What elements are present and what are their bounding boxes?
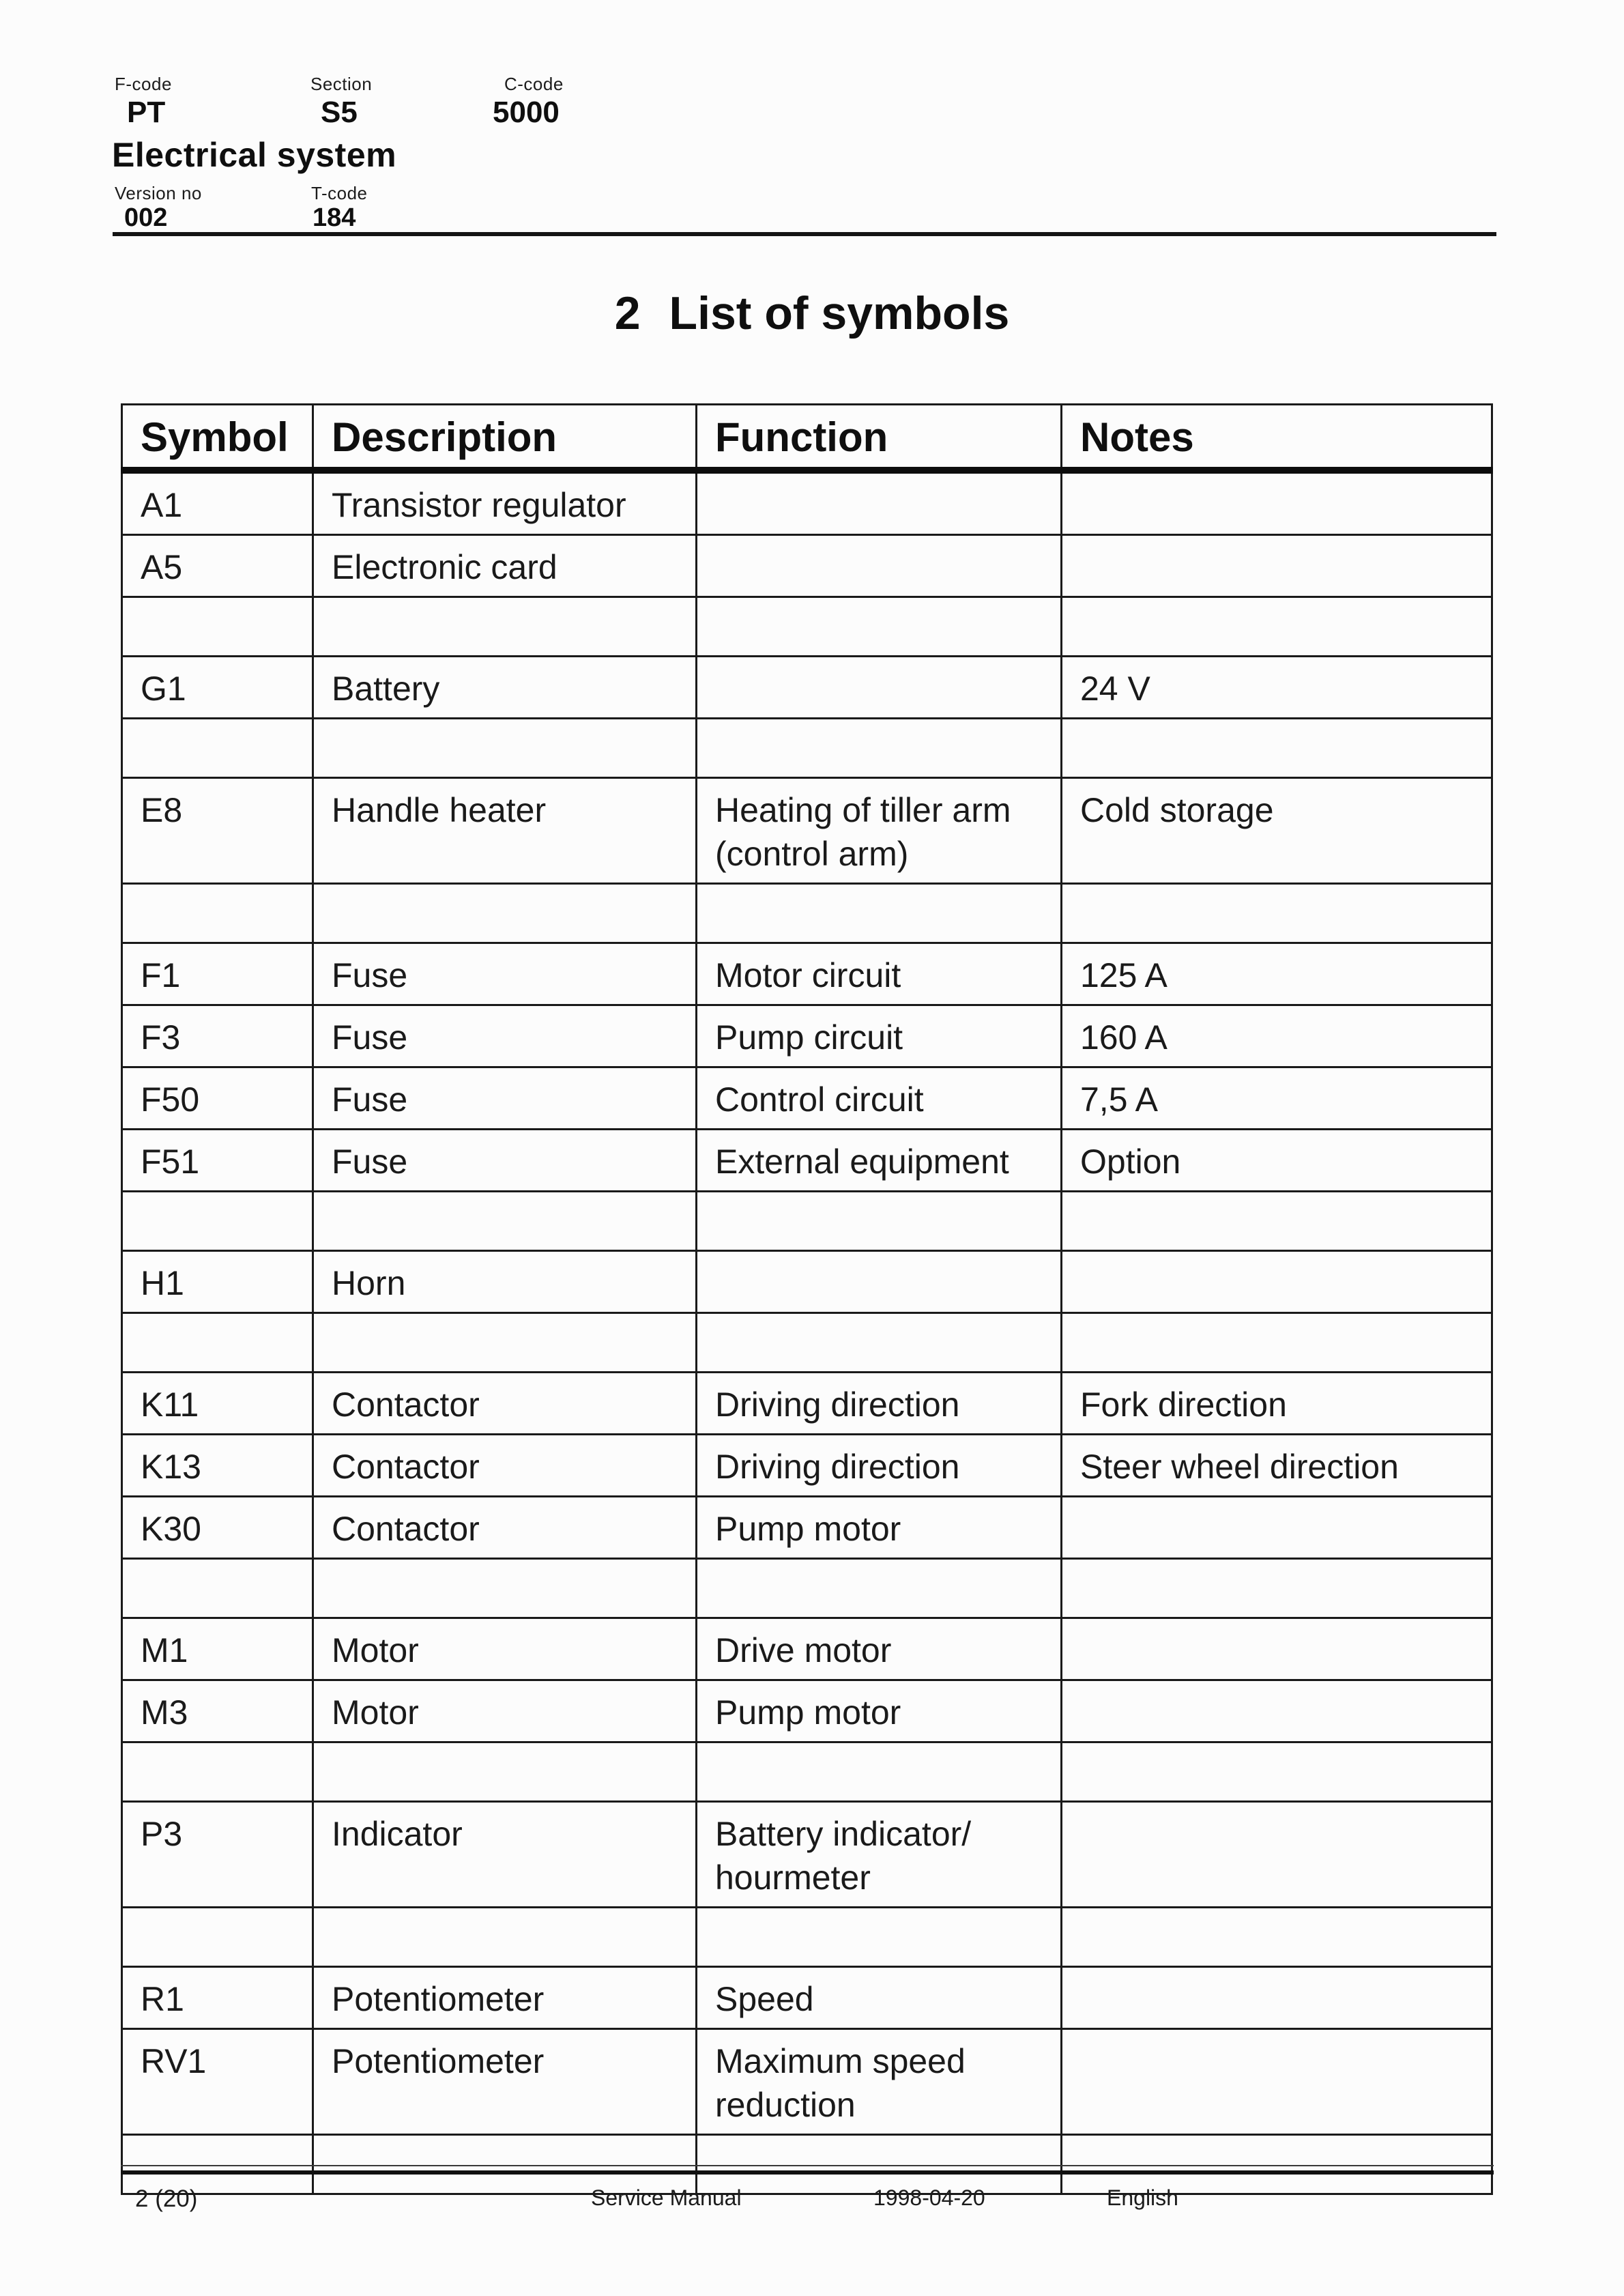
tcode-value: 184 [313,203,356,232]
cell-function: Battery indicator/ hourmeter [697,1802,1062,1908]
cell-description [313,1742,697,1802]
cell-description [313,1908,697,1967]
table-row [122,2029,1492,2135]
symbols-table [121,403,1493,2195]
cell-symbol [122,884,313,943]
table-row [122,1802,1492,1908]
cell-notes [1062,1802,1492,1908]
cell-function: Pump circuit [697,1005,1062,1067]
cell-function: Driving direction [697,1435,1062,1497]
cell-description: Fuse [313,1005,697,1067]
cell-function: Pump motor [697,1680,1062,1742]
cell-notes [1062,2029,1492,2135]
cell-notes [1062,1497,1492,1559]
cell-function: Pump motor [697,1497,1062,1559]
cell-symbol: F3 [122,1005,313,1067]
cell-description [313,884,697,943]
table-row [122,1967,1492,2029]
table-header-row [122,405,1492,471]
header-rule [113,232,1496,236]
cell-function [697,1313,1062,1373]
cell-function: Motor circuit [697,943,1062,1005]
footer-rule-thin [121,2165,1494,2166]
footer-page-number: 2 (20) [135,2185,198,2212]
table-row-empty [122,1742,1492,1802]
cell-symbol: H1 [122,1251,313,1313]
cell-notes [1062,597,1492,657]
cell-symbol: F51 [122,1130,313,1192]
table-row-empty [122,2135,1492,2194]
cell-symbol: RV1 [122,2029,313,2135]
table-row-empty [122,1908,1492,1967]
table-row [122,535,1492,597]
cell-notes [1062,1967,1492,2029]
section-label: Section [310,74,373,94]
cell-notes [1062,1313,1492,1373]
table-row [122,1251,1492,1313]
cell-symbol [122,1192,313,1251]
cell-function: Driving direction [697,1373,1062,1435]
cell-description: Contactor [313,1435,697,1497]
cell-symbol [122,1742,313,1802]
table-row-empty [122,1559,1492,1618]
cell-notes [1062,1742,1492,1802]
cell-function [697,470,1062,535]
cell-symbol: R1 [122,1967,313,2029]
cell-notes: Fork direction [1062,1373,1492,1435]
column-header-notes: Notes [1062,405,1492,471]
cell-description: Contactor [313,1497,697,1559]
cell-notes [1062,719,1492,778]
column-header-description: Description [313,405,697,471]
cell-function: Heating of tiller arm (control arm) [697,778,1062,884]
cell-function [697,1251,1062,1313]
cell-notes [1062,1618,1492,1680]
table-row-empty [122,884,1492,943]
cell-symbol: M3 [122,1680,313,1742]
cell-notes [1062,470,1492,535]
cell-notes: Option [1062,1130,1492,1192]
table-row [122,470,1492,535]
footer-date: 1998-04-20 [873,2185,985,2210]
version-label: Version no [115,183,202,203]
tcode-label: T-code [311,183,368,203]
cell-notes: 24 V [1062,657,1492,719]
page-title-text: List of symbols [669,287,1010,339]
page-title [0,287,1624,340]
ccode-value: 5000 [493,96,560,129]
table-row [122,1680,1492,1742]
section-value: S5 [321,96,358,129]
cell-symbol [122,1908,313,1967]
table-row [122,1618,1492,1680]
cell-notes: 160 A [1062,1005,1492,1067]
cell-description: Handle heater [313,778,697,884]
cell-notes: Steer wheel direction [1062,1435,1492,1497]
column-header-function: Function [697,405,1062,471]
cell-symbol: K13 [122,1435,313,1497]
cell-notes [1062,1680,1492,1742]
cell-description: Electronic card [313,535,697,597]
cell-function [697,657,1062,719]
cell-description: Fuse [313,1130,697,1192]
footer-rule-thick [121,2170,1494,2175]
cell-description [313,1559,697,1618]
footer-language: English [1107,2185,1178,2210]
cell-description: Motor [313,1618,697,1680]
table-row-empty [122,597,1492,657]
ccode-label: C-code [504,74,564,94]
table-row [122,657,1492,719]
table-row [122,778,1492,884]
fcode-label: F-code [115,74,172,94]
table-row [122,1435,1492,1497]
cell-function [697,597,1062,657]
cell-description: Transistor regulator [313,470,697,535]
cell-description [313,719,697,778]
table-row [122,1373,1492,1435]
table-row [122,943,1492,1005]
cell-description: Battery [313,657,697,719]
cell-function [697,719,1062,778]
cell-symbol: A5 [122,535,313,597]
table-row [122,1130,1492,1192]
cell-notes [1062,535,1492,597]
cell-function [697,1742,1062,1802]
table-row [122,1067,1492,1130]
cell-function: Drive motor [697,1618,1062,1680]
cell-description: Fuse [313,1067,697,1130]
cell-symbol: F50 [122,1067,313,1130]
cell-description [313,597,697,657]
table-row-empty [122,1192,1492,1251]
cell-description: Fuse [313,943,697,1005]
table-row [122,1497,1492,1559]
cell-function [697,535,1062,597]
cell-symbol: K11 [122,1373,313,1435]
cell-description: Potentiometer [313,1967,697,2029]
cell-notes: 7,5 A [1062,1067,1492,1130]
table-row [122,1005,1492,1067]
cell-symbol [122,719,313,778]
cell-symbol [122,597,313,657]
cell-symbol: F1 [122,943,313,1005]
cell-notes [1062,1192,1492,1251]
cell-notes [1062,1908,1492,1967]
cell-function [697,1192,1062,1251]
cell-symbol: A1 [122,470,313,535]
cell-function: Control circuit [697,1067,1062,1130]
cell-symbol: M1 [122,1618,313,1680]
version-value: 002 [124,203,168,232]
cell-notes [1062,1251,1492,1313]
footer-document-name: Service Manual [591,2185,742,2210]
cell-description: Contactor [313,1373,697,1435]
cell-symbol [122,1313,313,1373]
cell-notes: Cold storage [1062,778,1492,884]
cell-description [313,1192,697,1251]
cell-description: Motor [313,1680,697,1742]
cell-symbol [122,1559,313,1618]
cell-description: Horn [313,1251,697,1313]
page-title-number: 2 [614,287,641,339]
cell-symbol: K30 [122,1497,313,1559]
cell-description: Potentiometer [313,2029,697,2135]
cell-function [697,1908,1062,1967]
cell-function: Maximum speed reduction [697,2029,1062,2135]
cell-description [313,1313,697,1373]
cell-notes [1062,884,1492,943]
cell-function [697,884,1062,943]
cell-symbol: G1 [122,657,313,719]
cell-symbol: E8 [122,778,313,884]
cell-function: External equipment [697,1130,1062,1192]
cell-symbol: P3 [122,1802,313,1908]
table-row-empty [122,1313,1492,1373]
cell-function [697,1559,1062,1618]
fcode-value: PT [127,96,166,129]
cell-function: Speed [697,1967,1062,2029]
system-title: Electrical system [112,136,397,174]
cell-description: Indicator [313,1802,697,1908]
cell-notes: 125 A [1062,943,1492,1005]
cell-notes [1062,1559,1492,1618]
column-header-symbol: Symbol [122,405,313,471]
table-row-empty [122,719,1492,778]
